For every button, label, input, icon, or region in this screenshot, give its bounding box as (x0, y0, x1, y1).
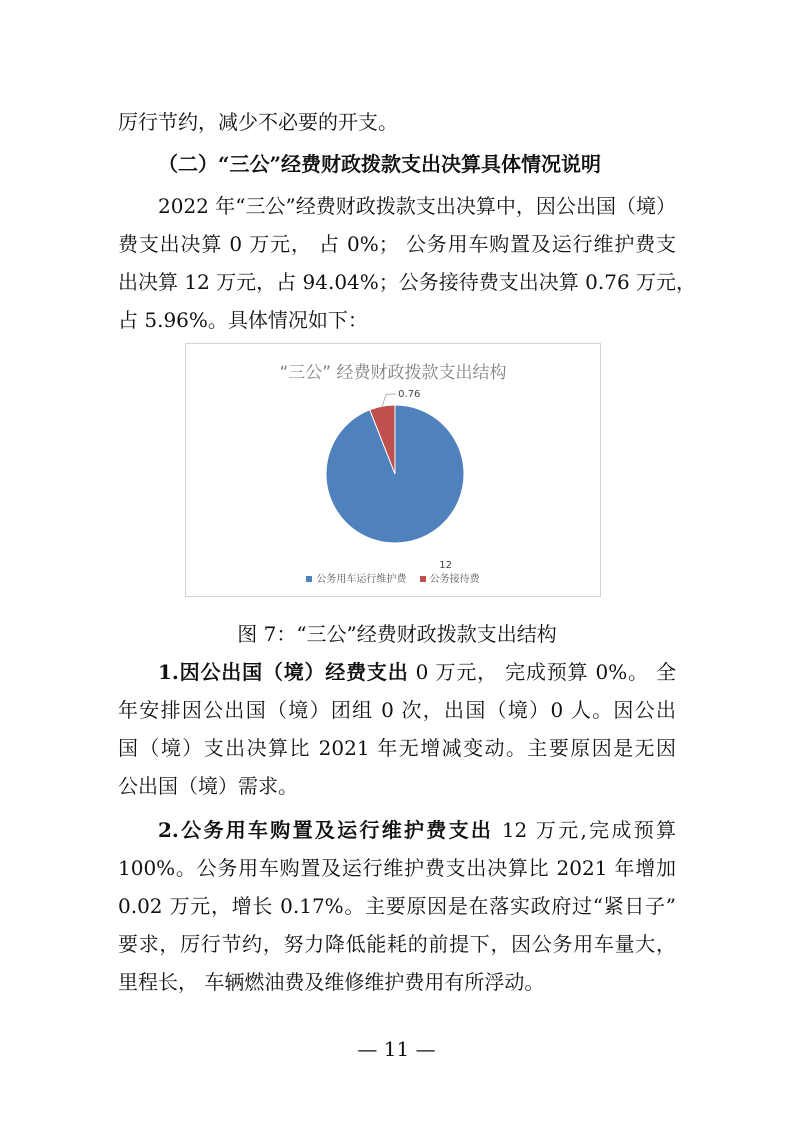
legend-label: 公务接待费 (429, 574, 480, 585)
item-heading: 2.公务用车购置及运行维护费支出 (158, 818, 494, 842)
paragraph-line: 年安排因公出国（境）团组 0 次，出国（境）0 人。因公出 (118, 698, 676, 722)
figure-caption: 图 7：“三公”经费财政拨款支出结构 (237, 622, 557, 646)
paragraph-line: 0.02 万元，增长 0.17%。主要原因是在落实政府过“紧日子” (118, 894, 676, 918)
paragraph-line: 公出国（境）需求。 (118, 774, 298, 798)
chart-legend (186, 570, 600, 585)
pie-data-label: 12 (439, 560, 452, 572)
paragraph-text: 12 万元,完成预算 (493, 818, 676, 842)
paragraph-text: 0 万元， 完成预算 0%。 全 (408, 660, 676, 684)
leader-line (382, 394, 396, 406)
chart-title: “三公” 经费财政拨款支出结构 (279, 363, 507, 383)
legend-item (306, 574, 409, 585)
legend-swatch (420, 576, 426, 582)
legend-label: 公务用车运行维护费 (316, 574, 407, 585)
paragraph-line: 厉行节约，减少不必要的开支。 (118, 110, 398, 134)
paragraph-line: 出决算 12 万元，占 94.04%；公务接待费支出决算 0.76 万元， (118, 270, 697, 294)
paragraph-line: 国（境）支出决算比 2021 年无增减变动。主要原因是无因 (118, 736, 676, 760)
item-heading: 1.因公出国（境）经费支出 (158, 660, 409, 684)
paragraph-line: 费支出决算 0 万元， 占 0%； 公务用车购置及运行维护费支 (118, 232, 676, 256)
paragraph-line: 100%。公务用车购置及运行维护费支出决算比 2021 年增加 (118, 856, 676, 880)
paragraph-line: 里程长， 车辆燃油费及维修维护费用有所浮动。 (118, 970, 545, 994)
paragraph-line: 要求，厉行节约，努力降低能耗的前提下，因公务用车量大， (118, 932, 676, 956)
paragraph-line: 占 5.96%。具体情况如下： (118, 308, 368, 332)
page-number: — 11 — (357, 1037, 436, 1061)
pie-data-label: 0.76 (398, 389, 421, 401)
pie-chart (185, 343, 601, 597)
legend-swatch (306, 576, 312, 582)
paragraph-line (158, 660, 676, 684)
pie-chart-svg (186, 344, 602, 598)
legend-item (420, 574, 480, 585)
paragraph-line: 2022 年“三公”经费财政拨款支出决算中，因公出国（境） (158, 194, 676, 218)
paragraph-line (158, 818, 676, 842)
section-heading: （二）“三公”经费财政拨款支出决算具体情况说明 (158, 152, 602, 176)
